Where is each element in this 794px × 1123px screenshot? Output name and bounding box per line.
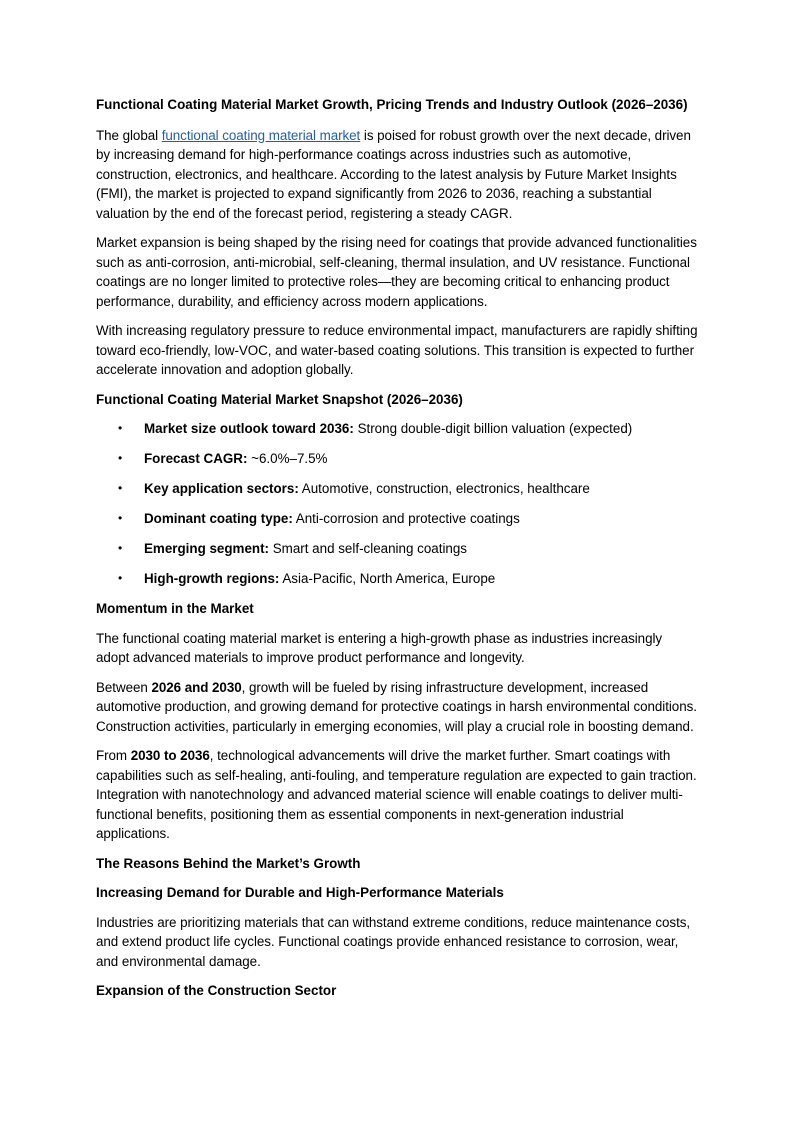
list-item-text: ~6.0%–7.5%	[247, 451, 328, 466]
intro-paragraph	[96, 126, 698, 224]
durable-materials-paragraph: Industries are prioritizing materials that can withstand extreme conditions, reduce maintenance costs, and extend product life cycles. Functional coatings provide enhanced resistance to corrosion, wear, and environmental damage.	[96, 914, 691, 969]
durable-materials-subheading: Increasing Demand for Durable and High-Performance Materials	[96, 885, 504, 900]
bullet-icon: •	[118, 511, 123, 525]
list-item	[96, 419, 698, 439]
bullet-icon: •	[118, 481, 123, 495]
momentum-p2-start: Between	[96, 679, 152, 695]
list-item-text: Automotive, construction, electronics, healthcare	[298, 481, 590, 496]
momentum-p2-rest: , growth will be fueled by rising infrastructure development, increased automotive production, and growing demand for protective coatings in harsh environmental conditions. Construction activities, particularly in emerging economies, will play a crucial role in boosting demand.	[96, 679, 697, 734]
list-item-label: Emerging segment:	[144, 541, 270, 556]
list-item-label: High-growth regions:	[144, 571, 280, 586]
expansion-paragraph: Market expansion is being shaped by the rising need for coatings that provide advanced functionalities such as anti-corrosion, anti-microbial, self-cleaning, thermal insulation, and UV resistance. Functional coatings are no longer limited to protective roles—they are becoming critical to enhancing product performance, durability, and efficiency across modern applications.	[96, 235, 697, 309]
market-report-link[interactable]: functional coating material market	[161, 127, 361, 143]
momentum-p3-rest: , technological advancements will drive the market further. Smart coatings with capabilities such as self-healing, anti-fouling, and temperature regulation are expected to gain traction. Integration with nanotechnology and advanced material science will enable coatings to deliver multi-functional benefits, positioning them as essential components in next-generation industrial applications.	[96, 748, 697, 841]
list-item	[96, 569, 698, 589]
regulatory-paragraph: With increasing regulatory pressure to reduce environmental impact, manufacturers are rapidly shifting toward eco-friendly, low-VOC, and water-based coating solutions. This transition is expected to further accelerate innovation and adoption globally.	[96, 323, 698, 377]
momentum-p3-period: 2030 to 2036	[130, 748, 210, 763]
construction-sector-subheading: Expansion of the Construction Sector	[96, 983, 337, 998]
list-item-text: Smart and self-cleaning coatings	[269, 541, 468, 556]
bullet-icon: •	[118, 571, 123, 585]
list-item-text: Asia-Pacific, North America, Europe	[279, 571, 496, 586]
list-item	[96, 479, 698, 499]
bullet-icon: •	[118, 451, 123, 465]
intro-text-start: The global	[96, 127, 162, 143]
list-item-label: Forecast CAGR:	[144, 451, 248, 466]
snapshot-list	[96, 419, 698, 589]
document-title: Functional Coating Material Market Growth, Pricing Trends and Industry Outlook (2026–2036)	[96, 97, 688, 112]
momentum-heading: Momentum in the Market	[96, 601, 254, 616]
list-item	[96, 449, 698, 469]
list-item	[96, 509, 698, 529]
list-item-text: Anti-corrosion and protective coatings	[292, 511, 520, 526]
list-item-label: Dominant coating type:	[144, 511, 293, 526]
momentum-p2-period: 2026 and 2030	[151, 679, 242, 695]
list-item-label: Market size outlook toward 2036:	[144, 421, 354, 436]
reasons-heading: The Reasons Behind the Market’s Growth	[96, 855, 361, 871]
list-item-text: Strong double-digit billion valuation (expected)	[353, 421, 633, 436]
momentum-paragraph-1: The functional coating material market is entering a high-growth phase as industries increasingly adopt advanced materials to improve product performance and longevity.	[96, 630, 663, 665]
momentum-paragraph-3	[96, 746, 698, 844]
snapshot-heading: Functional Coating Material Market Snapshot (2026–2036)	[96, 391, 463, 407]
bullet-icon: •	[118, 421, 123, 435]
momentum-p3-start: From	[96, 748, 131, 763]
momentum-paragraph-2	[96, 678, 698, 737]
list-item-label: Key application sectors:	[144, 481, 299, 496]
list-item	[96, 539, 698, 559]
intro-text-rest: is poised for robust growth over the next decade, driven by increasing demand for high-performance coatings across industries such as automotive, construction, electronics, and healthcare. According to the latest analysis by Future Market Insights (FMI), the market is projected to expand significantly from 2026 to 2036, reaching a substantial valuation by the end of the forecast period, registering a steady CAGR.	[96, 127, 691, 221]
bullet-icon: •	[118, 541, 123, 555]
